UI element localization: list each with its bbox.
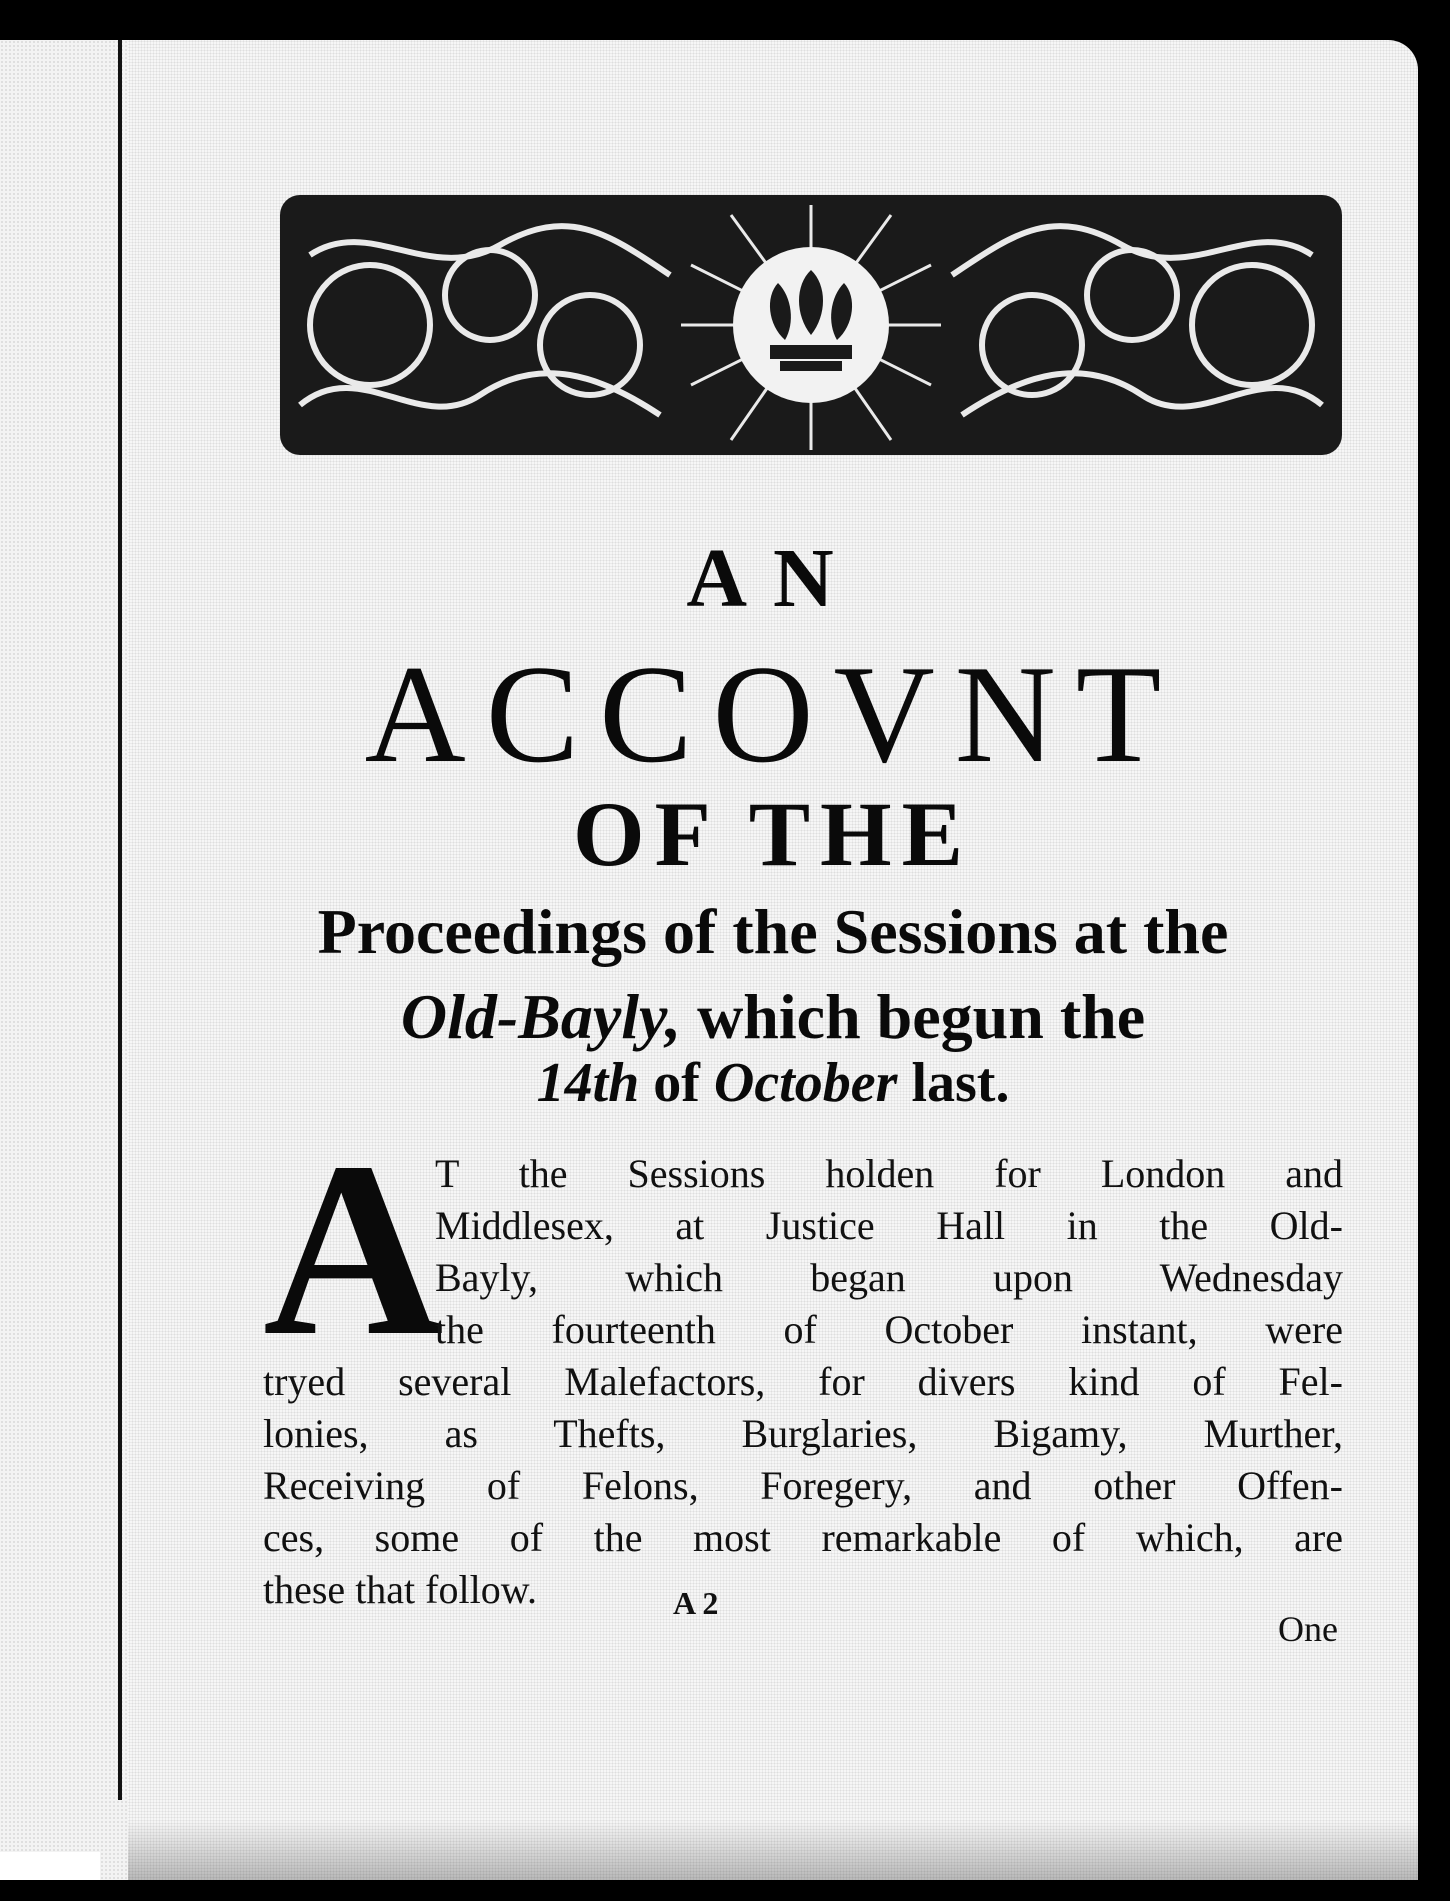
body-line: the fourteenth of October instant, were (435, 1307, 1343, 1352)
subtitle-line-2 (128, 981, 1418, 1052)
body-line: Bayly, which began upon Wednesday (435, 1255, 1343, 1300)
page-bottom-shadow (128, 1820, 1418, 1880)
paper-corner (0, 1852, 100, 1880)
body-paragraph (263, 1148, 1343, 1616)
body-line: tryed several Malefactors, for divers kind of Fel- (263, 1359, 1343, 1404)
body-line: these that follow. (263, 1567, 538, 1612)
subtitle-date-number: 14th (536, 1052, 640, 1114)
subtitle-line-2-rest: which begun the (681, 981, 1146, 1052)
document-page (128, 40, 1418, 1880)
drop-cap: A (263, 1111, 444, 1388)
catchword: One (1278, 1609, 1338, 1649)
facing-page-edge (0, 40, 128, 1880)
subtitle-line-3 (128, 1052, 1418, 1114)
subtitle-place: Old-Bayly, (400, 981, 682, 1052)
subtitle-line-1: Proceedings of the Sessions at the (317, 896, 1229, 967)
gutter-rule (118, 40, 122, 1800)
body-line: ces, some of the most remarkable of which, are (263, 1515, 1343, 1560)
body-line: Receiving of Felons, Foregery, and other Offen- (263, 1463, 1343, 1508)
body-line: T the Sessions holden for London and (435, 1151, 1343, 1196)
headpiece-ornament-icon (280, 175, 1342, 475)
body-line: lonies, as Thefts, Burglaries, Bigamy, Murther, (263, 1411, 1343, 1456)
subtitle-of: of (639, 1052, 714, 1114)
title-an: AN (686, 532, 860, 625)
signature-mark: A 2 (673, 1585, 719, 1621)
body-line: Middlesex, at Justice Hall in the Old- (435, 1203, 1343, 1248)
subtitle-month: October (713, 1052, 898, 1114)
subtitle-line-3-rest: last. (897, 1052, 1010, 1114)
title-of-the: OF THE (573, 783, 973, 885)
title-account: ACCOVNT (364, 637, 1182, 792)
